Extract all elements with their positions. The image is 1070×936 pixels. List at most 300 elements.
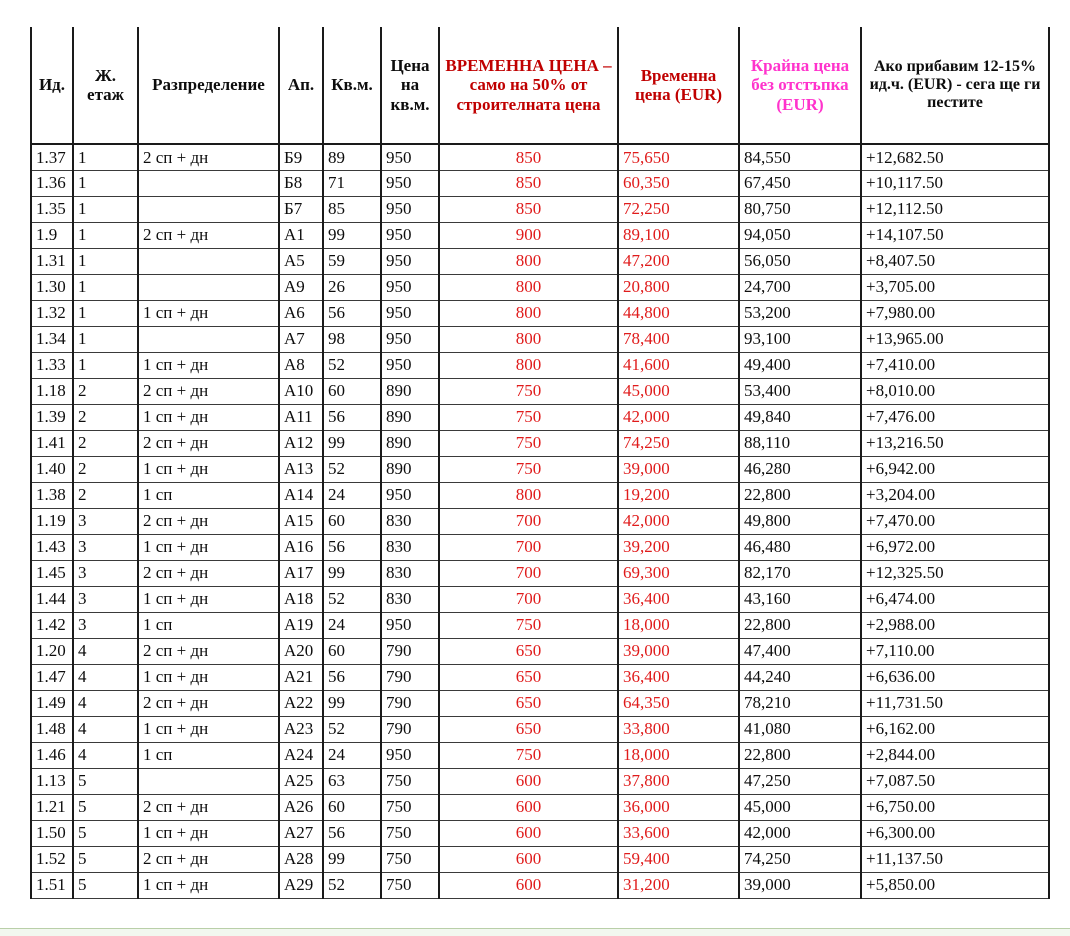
cell-sqm: 98 (323, 326, 381, 352)
cell-savings: +11,137.50 (861, 846, 1049, 872)
cell-final_eur: 49,400 (739, 352, 861, 378)
cell-sqm: 99 (323, 690, 381, 716)
cell-layout (138, 248, 279, 274)
cell-temp_sqm: 650 (439, 664, 618, 690)
cell-temp_sqm: 800 (439, 352, 618, 378)
table-row (31, 690, 1049, 716)
cell-temp_eur: 36,400 (618, 586, 739, 612)
table-row (31, 638, 1049, 664)
cell-temp_eur: 60,350 (618, 170, 739, 196)
cell-layout: 2 сп + дн (138, 430, 279, 456)
cell-price_sqm: 950 (381, 742, 439, 768)
cell-savings: +13,216.50 (861, 430, 1049, 456)
cell-id: 1.13 (31, 768, 73, 794)
cell-savings: +7,410.00 (861, 352, 1049, 378)
cell-layout: 1 сп + дн (138, 586, 279, 612)
cell-final_eur: 53,400 (739, 378, 861, 404)
cell-floor: 3 (73, 534, 138, 560)
cell-final_eur: 22,800 (739, 482, 861, 508)
column-header-floor: Ж. етаж (73, 27, 138, 144)
cell-savings: +7,470.00 (861, 508, 1049, 534)
cell-price_sqm: 790 (381, 716, 439, 742)
cell-id: 1.21 (31, 794, 73, 820)
cell-price_sqm: 830 (381, 560, 439, 586)
table-body (31, 144, 1049, 898)
cell-temp_sqm: 650 (439, 716, 618, 742)
cell-savings: +7,087.50 (861, 768, 1049, 794)
cell-layout (138, 196, 279, 222)
cell-layout (138, 768, 279, 794)
cell-savings: +6,636.00 (861, 664, 1049, 690)
cell-final_eur: 24,700 (739, 274, 861, 300)
cell-layout: 2 сп + дн (138, 222, 279, 248)
table-row (31, 430, 1049, 456)
cell-savings: +12,325.50 (861, 560, 1049, 586)
column-header-final_eur: Крайна цена без отстъпка (EUR) (739, 27, 861, 144)
cell-price_sqm: 890 (381, 378, 439, 404)
column-header-temp_eur: Временна цена (EUR) (618, 27, 739, 144)
cell-id: 1.36 (31, 170, 73, 196)
cell-temp_eur: 59,400 (618, 846, 739, 872)
cell-layout: 1 сп + дн (138, 534, 279, 560)
cell-floor: 4 (73, 716, 138, 742)
cell-floor: 1 (73, 144, 138, 170)
cell-apt: А29 (279, 872, 323, 898)
table-row (31, 248, 1049, 274)
cell-price_sqm: 830 (381, 534, 439, 560)
cell-apt: А12 (279, 430, 323, 456)
cell-price_sqm: 950 (381, 326, 439, 352)
cell-id: 1.31 (31, 248, 73, 274)
cell-final_eur: 82,170 (739, 560, 861, 586)
cell-savings: +3,204.00 (861, 482, 1049, 508)
table-row (31, 508, 1049, 534)
cell-final_eur: 44,240 (739, 664, 861, 690)
cell-layout: 1 сп (138, 612, 279, 638)
table-row (31, 794, 1049, 820)
cell-sqm: 52 (323, 352, 381, 378)
cell-savings: +12,112.50 (861, 196, 1049, 222)
cell-temp_eur: 42,000 (618, 508, 739, 534)
table-row (31, 352, 1049, 378)
cell-temp_sqm: 750 (439, 404, 618, 430)
cell-id: 1.32 (31, 300, 73, 326)
cell-id: 1.43 (31, 534, 73, 560)
cell-savings: +6,942.00 (861, 456, 1049, 482)
cell-sqm: 26 (323, 274, 381, 300)
cell-temp_eur: 47,200 (618, 248, 739, 274)
cell-apt: А20 (279, 638, 323, 664)
cell-apt: А25 (279, 768, 323, 794)
cell-price_sqm: 790 (381, 664, 439, 690)
cell-final_eur: 46,280 (739, 456, 861, 482)
cell-apt: Б7 (279, 196, 323, 222)
cell-sqm: 52 (323, 456, 381, 482)
cell-floor: 4 (73, 664, 138, 690)
cell-price_sqm: 950 (381, 144, 439, 170)
cell-final_eur: 46,480 (739, 534, 861, 560)
cell-temp_sqm: 850 (439, 170, 618, 196)
cell-id: 1.45 (31, 560, 73, 586)
cell-id: 1.20 (31, 638, 73, 664)
cell-temp_sqm: 650 (439, 690, 618, 716)
cell-layout: 1 сп + дн (138, 404, 279, 430)
cell-savings: +8,010.00 (861, 378, 1049, 404)
cell-temp_sqm: 800 (439, 326, 618, 352)
table-row (31, 482, 1049, 508)
cell-temp_eur: 45,000 (618, 378, 739, 404)
cell-final_eur: 80,750 (739, 196, 861, 222)
cell-sqm: 99 (323, 222, 381, 248)
column-header-sqm: Кв.м. (323, 27, 381, 144)
cell-apt: А11 (279, 404, 323, 430)
cell-temp_eur: 75,650 (618, 144, 739, 170)
cell-id: 1.42 (31, 612, 73, 638)
table-row (31, 560, 1049, 586)
cell-id: 1.49 (31, 690, 73, 716)
cell-final_eur: 74,250 (739, 846, 861, 872)
cell-id: 1.9 (31, 222, 73, 248)
table-row (31, 222, 1049, 248)
cell-apt: А15 (279, 508, 323, 534)
cell-temp_eur: 44,800 (618, 300, 739, 326)
cell-price_sqm: 950 (381, 274, 439, 300)
cell-id: 1.34 (31, 326, 73, 352)
cell-temp_sqm: 700 (439, 508, 618, 534)
cell-price_sqm: 890 (381, 404, 439, 430)
cell-apt: А10 (279, 378, 323, 404)
cell-id: 1.48 (31, 716, 73, 742)
cell-floor: 1 (73, 248, 138, 274)
cell-sqm: 56 (323, 664, 381, 690)
cell-layout: 1 сп + дн (138, 352, 279, 378)
table-header (31, 27, 1049, 144)
cell-temp_eur: 18,000 (618, 612, 739, 638)
cell-floor: 1 (73, 170, 138, 196)
table-row (31, 326, 1049, 352)
cell-apt: А19 (279, 612, 323, 638)
cell-layout: 2 сп + дн (138, 846, 279, 872)
cell-final_eur: 45,000 (739, 794, 861, 820)
table-row (31, 144, 1049, 170)
cell-price_sqm: 950 (381, 222, 439, 248)
cell-id: 1.51 (31, 872, 73, 898)
cell-temp_sqm: 800 (439, 300, 618, 326)
table-row (31, 768, 1049, 794)
cell-temp_eur: 64,350 (618, 690, 739, 716)
cell-savings: +8,407.50 (861, 248, 1049, 274)
cell-apt: А9 (279, 274, 323, 300)
cell-apt: А23 (279, 716, 323, 742)
cell-savings: +5,850.00 (861, 872, 1049, 898)
cell-apt: А7 (279, 326, 323, 352)
cell-temp_eur: 39,000 (618, 456, 739, 482)
cell-sqm: 24 (323, 612, 381, 638)
cell-price_sqm: 950 (381, 612, 439, 638)
cell-layout: 2 сп + дн (138, 378, 279, 404)
cell-sqm: 60 (323, 638, 381, 664)
column-header-id: Ид. (31, 27, 73, 144)
cell-savings: +10,117.50 (861, 170, 1049, 196)
cell-id: 1.35 (31, 196, 73, 222)
cell-temp_eur: 20,800 (618, 274, 739, 300)
cell-floor: 3 (73, 508, 138, 534)
cell-final_eur: 67,450 (739, 170, 861, 196)
cell-layout: 1 сп + дн (138, 716, 279, 742)
cell-temp_sqm: 800 (439, 274, 618, 300)
cell-temp_sqm: 750 (439, 378, 618, 404)
cell-temp_eur: 37,800 (618, 768, 739, 794)
cell-temp_eur: 42,000 (618, 404, 739, 430)
cell-temp_sqm: 750 (439, 612, 618, 638)
cell-apt: А6 (279, 300, 323, 326)
cell-temp_sqm: 600 (439, 872, 618, 898)
cell-apt: А5 (279, 248, 323, 274)
cell-price_sqm: 950 (381, 352, 439, 378)
cell-floor: 5 (73, 846, 138, 872)
cell-temp_sqm: 700 (439, 586, 618, 612)
cell-temp_eur: 33,800 (618, 716, 739, 742)
cell-final_eur: 53,200 (739, 300, 861, 326)
column-header-apt: Ап. (279, 27, 323, 144)
cell-final_eur: 39,000 (739, 872, 861, 898)
cell-savings: +12,682.50 (861, 144, 1049, 170)
cell-floor: 1 (73, 300, 138, 326)
cell-id: 1.30 (31, 274, 73, 300)
column-header-savings: Ако прибавим 12-15% ид.ч. (EUR) - сега ще ги пестите (861, 27, 1049, 144)
cell-temp_sqm: 750 (439, 430, 618, 456)
cell-final_eur: 94,050 (739, 222, 861, 248)
cell-layout: 2 сп + дн (138, 794, 279, 820)
cell-id: 1.47 (31, 664, 73, 690)
cell-floor: 2 (73, 456, 138, 482)
table-row (31, 742, 1049, 768)
table-row (31, 196, 1049, 222)
cell-layout: 1 сп + дн (138, 872, 279, 898)
cell-id: 1.44 (31, 586, 73, 612)
column-header-layout: Разпределение (138, 27, 279, 144)
cell-temp_sqm: 900 (439, 222, 618, 248)
cell-price_sqm: 950 (381, 482, 439, 508)
cell-temp_sqm: 750 (439, 742, 618, 768)
cell-id: 1.19 (31, 508, 73, 534)
cell-savings: +3,705.00 (861, 274, 1049, 300)
cell-floor: 1 (73, 326, 138, 352)
cell-final_eur: 49,800 (739, 508, 861, 534)
cell-temp_eur: 18,000 (618, 742, 739, 768)
cell-sqm: 99 (323, 846, 381, 872)
cell-floor: 3 (73, 560, 138, 586)
cell-savings: +6,162.00 (861, 716, 1049, 742)
cell-temp_eur: 39,000 (618, 638, 739, 664)
cell-floor: 4 (73, 742, 138, 768)
cell-sqm: 24 (323, 742, 381, 768)
cell-sqm: 60 (323, 794, 381, 820)
cell-floor: 2 (73, 482, 138, 508)
apartment-price-table (30, 27, 1050, 899)
cell-floor: 4 (73, 638, 138, 664)
cell-apt: А22 (279, 690, 323, 716)
cell-layout: 2 сп + дн (138, 638, 279, 664)
table-row (31, 534, 1049, 560)
table-row (31, 664, 1049, 690)
cell-id: 1.37 (31, 144, 73, 170)
cell-floor: 3 (73, 586, 138, 612)
cell-id: 1.41 (31, 430, 73, 456)
table-row (31, 170, 1049, 196)
cell-temp_eur: 19,200 (618, 482, 739, 508)
cell-id: 1.39 (31, 404, 73, 430)
cell-floor: 5 (73, 768, 138, 794)
page-bottom-strip (0, 928, 1070, 936)
cell-apt: А28 (279, 846, 323, 872)
cell-savings: +14,107.50 (861, 222, 1049, 248)
cell-sqm: 56 (323, 534, 381, 560)
cell-layout: 1 сп + дн (138, 664, 279, 690)
cell-sqm: 99 (323, 430, 381, 456)
cell-temp_eur: 36,000 (618, 794, 739, 820)
table-row (31, 820, 1049, 846)
cell-temp_sqm: 750 (439, 456, 618, 482)
cell-floor: 1 (73, 274, 138, 300)
table-row (31, 586, 1049, 612)
cell-apt: А24 (279, 742, 323, 768)
cell-apt: А1 (279, 222, 323, 248)
table-row (31, 846, 1049, 872)
cell-apt: А26 (279, 794, 323, 820)
cell-temp_sqm: 600 (439, 794, 618, 820)
cell-temp_sqm: 850 (439, 144, 618, 170)
cell-temp_sqm: 850 (439, 196, 618, 222)
cell-id: 1.46 (31, 742, 73, 768)
cell-price_sqm: 750 (381, 846, 439, 872)
cell-sqm: 85 (323, 196, 381, 222)
cell-sqm: 56 (323, 300, 381, 326)
cell-layout: 1 сп + дн (138, 456, 279, 482)
cell-sqm: 60 (323, 508, 381, 534)
cell-savings: +7,476.00 (861, 404, 1049, 430)
cell-temp_eur: 89,100 (618, 222, 739, 248)
cell-layout: 1 сп + дн (138, 820, 279, 846)
cell-sqm: 60 (323, 378, 381, 404)
cell-final_eur: 42,000 (739, 820, 861, 846)
cell-sqm: 89 (323, 144, 381, 170)
cell-floor: 1 (73, 196, 138, 222)
table-row (31, 456, 1049, 482)
cell-price_sqm: 950 (381, 170, 439, 196)
cell-id: 1.52 (31, 846, 73, 872)
cell-floor: 1 (73, 222, 138, 248)
cell-floor: 3 (73, 612, 138, 638)
cell-savings: +6,474.00 (861, 586, 1049, 612)
cell-layout: 2 сп + дн (138, 144, 279, 170)
cell-sqm: 59 (323, 248, 381, 274)
cell-layout (138, 274, 279, 300)
cell-final_eur: 41,080 (739, 716, 861, 742)
table-row (31, 404, 1049, 430)
cell-price_sqm: 790 (381, 638, 439, 664)
cell-temp_eur: 39,200 (618, 534, 739, 560)
cell-savings: +13,965.00 (861, 326, 1049, 352)
cell-price_sqm: 830 (381, 586, 439, 612)
cell-apt: Б8 (279, 170, 323, 196)
cell-temp_eur: 78,400 (618, 326, 739, 352)
cell-price_sqm: 950 (381, 248, 439, 274)
cell-sqm: 56 (323, 820, 381, 846)
cell-temp_eur: 36,400 (618, 664, 739, 690)
cell-final_eur: 56,050 (739, 248, 861, 274)
cell-apt: Б9 (279, 144, 323, 170)
cell-temp_sqm: 600 (439, 768, 618, 794)
cell-floor: 2 (73, 430, 138, 456)
cell-floor: 5 (73, 794, 138, 820)
cell-price_sqm: 950 (381, 300, 439, 326)
cell-apt: А13 (279, 456, 323, 482)
cell-sqm: 56 (323, 404, 381, 430)
cell-layout (138, 170, 279, 196)
cell-final_eur: 47,400 (739, 638, 861, 664)
cell-sqm: 71 (323, 170, 381, 196)
cell-final_eur: 43,160 (739, 586, 861, 612)
cell-id: 1.40 (31, 456, 73, 482)
cell-layout: 2 сп + дн (138, 560, 279, 586)
table-row (31, 274, 1049, 300)
cell-savings: +2,844.00 (861, 742, 1049, 768)
cell-final_eur: 22,800 (739, 742, 861, 768)
cell-temp_sqm: 600 (439, 846, 618, 872)
table-row (31, 716, 1049, 742)
cell-apt: А14 (279, 482, 323, 508)
cell-temp_eur: 33,600 (618, 820, 739, 846)
cell-temp_sqm: 800 (439, 482, 618, 508)
cell-id: 1.33 (31, 352, 73, 378)
cell-savings: +6,750.00 (861, 794, 1049, 820)
cell-layout: 2 сп + дн (138, 690, 279, 716)
cell-price_sqm: 750 (381, 794, 439, 820)
cell-sqm: 52 (323, 872, 381, 898)
cell-temp_sqm: 600 (439, 820, 618, 846)
cell-sqm: 52 (323, 716, 381, 742)
cell-floor: 5 (73, 820, 138, 846)
cell-temp_sqm: 800 (439, 248, 618, 274)
table-row (31, 378, 1049, 404)
cell-id: 1.50 (31, 820, 73, 846)
cell-price_sqm: 830 (381, 508, 439, 534)
cell-apt: А16 (279, 534, 323, 560)
column-header-price_sqm: Цена на кв.м. (381, 27, 439, 144)
cell-price_sqm: 750 (381, 768, 439, 794)
cell-floor: 2 (73, 404, 138, 430)
cell-id: 1.38 (31, 482, 73, 508)
cell-layout: 2 сп + дн (138, 508, 279, 534)
table-header-row (31, 27, 1049, 144)
cell-price_sqm: 790 (381, 690, 439, 716)
cell-temp_eur: 69,300 (618, 560, 739, 586)
cell-price_sqm: 890 (381, 430, 439, 456)
cell-temp_eur: 72,250 (618, 196, 739, 222)
cell-final_eur: 49,840 (739, 404, 861, 430)
cell-final_eur: 78,210 (739, 690, 861, 716)
cell-final_eur: 88,110 (739, 430, 861, 456)
cell-savings: +6,300.00 (861, 820, 1049, 846)
cell-sqm: 63 (323, 768, 381, 794)
cell-temp_eur: 74,250 (618, 430, 739, 456)
cell-layout: 1 сп (138, 742, 279, 768)
cell-floor: 1 (73, 352, 138, 378)
cell-final_eur: 93,100 (739, 326, 861, 352)
cell-sqm: 52 (323, 586, 381, 612)
cell-temp_eur: 31,200 (618, 872, 739, 898)
